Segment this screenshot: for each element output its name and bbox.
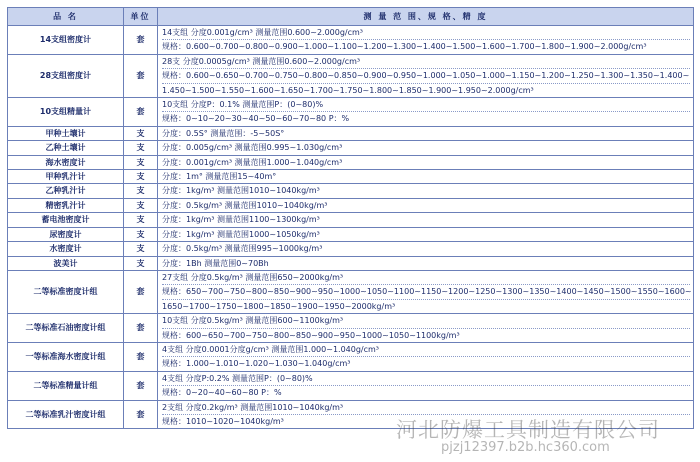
row-spec (158, 26, 694, 55)
spec-line: 27支组 分度0.5kg/m³ 测量范围650~2000kg/m³ (162, 271, 690, 285)
table-row (8, 314, 694, 343)
table-row (8, 170, 694, 184)
row-unit: 支 (124, 170, 158, 184)
spec-line: 分度：0.5kg/m³ 测量范围1010~1040kg/m³ (162, 200, 328, 210)
row-spec (158, 184, 694, 198)
row-spec (158, 371, 694, 400)
table-row (8, 198, 694, 212)
row-spec (158, 242, 694, 256)
row-name: 精密乳汁计 (8, 198, 124, 212)
row-name: 甲种土壤计 (8, 126, 124, 140)
row-name: 蓄电池密度计 (8, 213, 124, 227)
spec-line: 分度：0.5S° 测量范围：-5~50S° (162, 128, 285, 138)
spec-line: 分度：0.001g/cm³ 测量范围1.000~1.040g/cm³ (162, 157, 343, 167)
spec-line: 规格：0~20~40~60~80 P：% (162, 388, 282, 398)
table-row (8, 242, 694, 256)
watermark-site: pjzj12397.b2b.hc360.com (441, 440, 610, 455)
row-unit: 支 (124, 155, 158, 169)
spec-line: 规格：600~650~700~750~800~850~900~950~1000~1050~1100kg/m³ (162, 330, 460, 340)
spec-line: 1650~1700~1750~1800~1850~1900~1950~2000kg/m³ (162, 301, 396, 311)
spec-line: 10支组 分度P：0.1% 测量范围P：(0~80)% (162, 98, 690, 112)
table-row (8, 184, 694, 198)
row-spec (158, 314, 694, 343)
row-spec (158, 227, 694, 241)
row-unit: 支 (124, 213, 158, 227)
spec-line: 规格：1010~1020~1040kg/m³ (162, 416, 284, 426)
row-unit: 套 (124, 400, 158, 429)
row-unit: 支 (124, 256, 158, 270)
spec-line: 分度：1Bh 测量范围0~70Bh (162, 258, 269, 268)
table-row (8, 227, 694, 241)
table-header-row (8, 8, 694, 26)
spec-line: 分度：1m° 测量范围15~40m° (162, 172, 277, 182)
row-name: 28支组密度计 (8, 54, 124, 97)
table-row (8, 26, 694, 55)
table-row (8, 256, 694, 270)
row-spec (158, 170, 694, 184)
row-name: 二等标准乳汁密度计组 (8, 400, 124, 429)
spec-line: 1.450~1.500~1.550~1.600~1.650~1.700~1.750~1.800~1.850~1.900~1.950~2.000g/cm³ (162, 85, 534, 95)
row-unit: 支 (124, 126, 158, 140)
spec-line: 规格：1.000~1.010~1.020~1.030~1.040g/cm³ (162, 359, 351, 369)
row-unit: 套 (124, 54, 158, 97)
row-spec (158, 256, 694, 270)
row-spec (158, 54, 694, 97)
spec-line: 2支组 分度0.2kg/m³ 测量范围1010~1040kg/m³ (162, 401, 690, 415)
row-spec (158, 126, 694, 140)
spec-line: 分度：1kg/m³ 测量范围1010~1040kg/m³ (162, 186, 320, 196)
header-name: 品 名 (8, 8, 124, 26)
row-name: 14支组密度计 (8, 26, 124, 55)
table-row (8, 155, 694, 169)
row-spec (158, 141, 694, 155)
spec-line: 4支组 分度0.0001分度g/cm³ 测量范围1.000~1.040g/cm³ (162, 343, 690, 357)
row-spec (158, 98, 694, 127)
row-spec (158, 198, 694, 212)
table-row (8, 213, 694, 227)
spec-line: 分度：1kg/m³ 测量范围1000~1050kg/m³ (162, 229, 320, 239)
row-name: 二等标准石油密度计组 (8, 314, 124, 343)
row-unit: 支 (124, 198, 158, 212)
row-spec (158, 213, 694, 227)
table-row (8, 126, 694, 140)
table-row (8, 98, 694, 127)
row-spec (158, 155, 694, 169)
row-name: 尿密度计 (8, 227, 124, 241)
table-row (8, 270, 694, 313)
row-spec (158, 270, 694, 313)
spec-line: 4支组 分度P:0.2% 测量范围P：(0~80)% (162, 372, 690, 386)
spec-line: 14支组 分度0.001g/cm³ 测量范围0.600~2.000g/cm³ (162, 26, 690, 40)
instrument-spec-table (7, 7, 694, 429)
row-unit: 支 (124, 242, 158, 256)
spec-line: 28支 分度0.0005g/cm³ 测量范围0.600~2.000g/cm³ (162, 55, 690, 69)
table-row (8, 54, 694, 97)
table-row (8, 141, 694, 155)
watermark-company: 河北防爆工具制造有限公司 (396, 418, 660, 442)
spec-line: 10支组 分度0.5kg/m³ 测量范围600~1100kg/m³ (162, 314, 690, 328)
table-row (8, 342, 694, 371)
row-unit: 支 (124, 184, 158, 198)
row-name: 波美计 (8, 256, 124, 270)
spec-line: 分度：1kg/m³ 测量范围1100~1300kg/m³ (162, 215, 320, 225)
header-unit: 单位 (124, 8, 158, 26)
row-unit: 套 (124, 26, 158, 55)
row-name: 二等标准精量计组 (8, 371, 124, 400)
row-unit: 套 (124, 270, 158, 313)
spec-line: 规格：0.600~0.650~0.700~0.750~0.800~0.850~0.900~0.950~1.000~1.050~1.000~1.150~1.200~1.250~1.300~1.350~1.400~ (162, 69, 690, 83)
table-row (8, 371, 694, 400)
row-unit: 支 (124, 227, 158, 241)
row-unit: 套 (124, 98, 158, 127)
row-name: 二等标准密度计组 (8, 270, 124, 313)
spec-line: 分度：0.005g/cm³ 测量范围0.995~1.030g/cm³ (162, 143, 343, 153)
spec-line: 分度：0.5kg/m³ 测量范围995~1000kg/m³ (162, 244, 323, 254)
row-unit: 套 (124, 342, 158, 371)
header-spec: 测 量 范 围、规 格、精 度 (158, 8, 694, 26)
spec-line: 规格：650~700~750~800~850~900~950~1000~1050~1100~1150~1200~1250~1300~1350~1400~1450~1500~1550~1600~ (162, 285, 690, 299)
row-name: 一等标准海水密度计组 (8, 342, 124, 371)
spec-line: 规格：0~10~20~30~40~50~60~70~80 P：% (162, 114, 350, 124)
row-unit: 套 (124, 314, 158, 343)
row-spec (158, 342, 694, 371)
row-name: 10支组精量计 (8, 98, 124, 127)
spec-line: 规格：0.600~0.700~0.800~0.900~1.000~1.100~1.200~1.300~1.400~1.500~1.600~1.700~1.800~1.900~2.000g/cm³ (162, 42, 647, 52)
row-name: 乙种土壤计 (8, 141, 124, 155)
row-name: 乙种乳汁计 (8, 184, 124, 198)
row-unit: 支 (124, 141, 158, 155)
row-name: 水密度计 (8, 242, 124, 256)
row-unit: 套 (124, 371, 158, 400)
table-body (8, 26, 694, 429)
row-name: 海水密度计 (8, 155, 124, 169)
row-name: 甲种乳汁计 (8, 170, 124, 184)
